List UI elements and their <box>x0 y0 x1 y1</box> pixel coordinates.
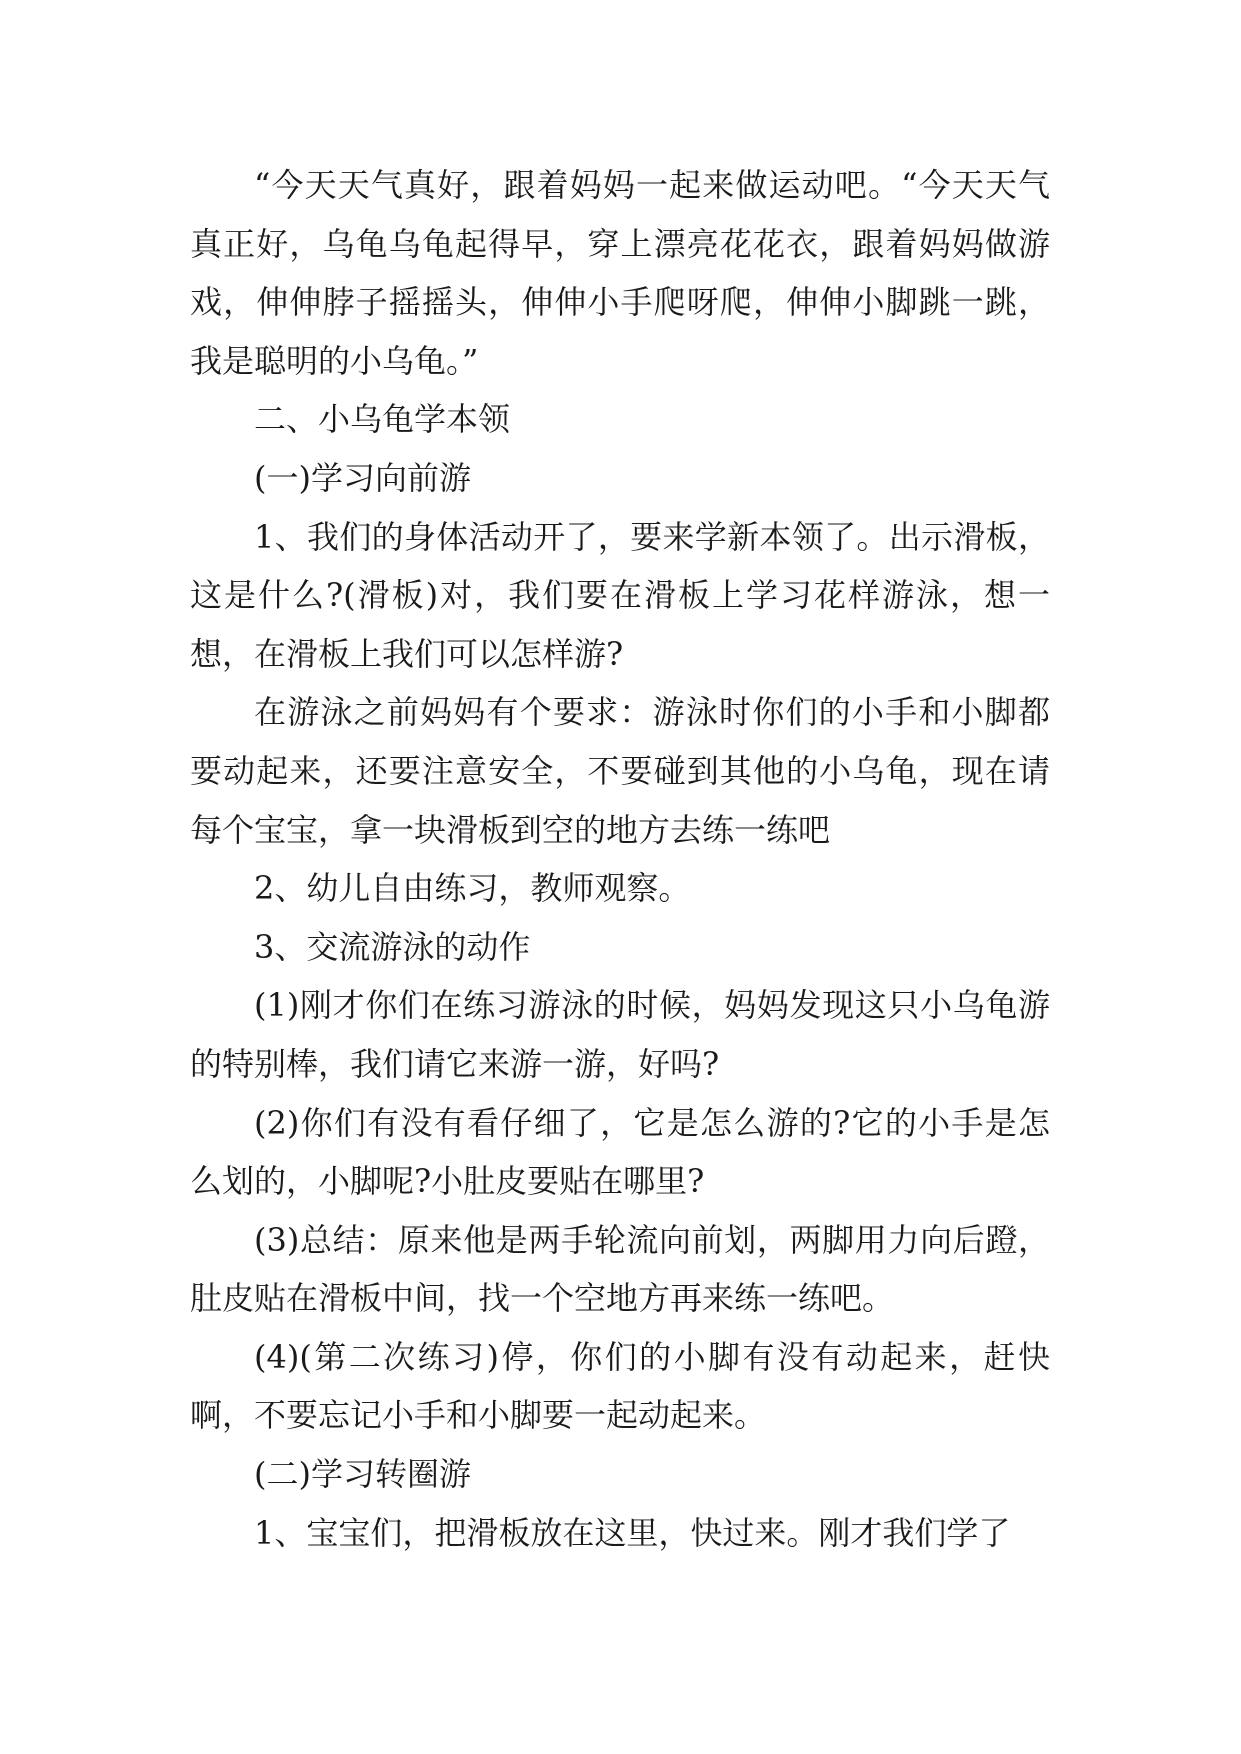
paragraph: “今天天气真好，跟着妈妈一起来做运动吧。“今天天气真正好，乌龟乌龟起得早，穿上漂亮花花衣，跟着妈妈做游戏，伸伸脖子摇摇头，伸伸小手爬呀爬，伸伸小脚跳一跳，我是聪明的小乌龟。” <box>190 166 1050 380</box>
paragraph: 1、宝宝们，把滑板放在这里，快过来。刚才我们学了 <box>254 1513 1011 1552</box>
paragraph: (4)(第二次练习)停，你们的小脚有没有动起来，赶快啊，不要忘记小手和小脚要一起动起来。 <box>190 1337 1050 1435</box>
subsection-heading: (一)学习向前游 <box>254 458 471 497</box>
paragraph: (1)刚才你们在练习游泳的时候，妈妈发现这只小乌龟游的特别棒，我们请它来游一游，好吗? <box>190 986 1050 1083</box>
paragraph: 在游泳之前妈妈有个要求：游泳时你们的小手和小脚都要动起来，还要注意安全，不要碰到其他的小乌龟，现在请每个宝宝，拿一块滑板到空的地方去练一练吧 <box>190 693 1050 849</box>
paragraph: 2、幼儿自由练习，教师观察。 <box>254 869 691 908</box>
subsection-heading: (二)学习转圈游 <box>254 1455 471 1494</box>
paragraph: (2)你们有没有看仔细了，它是怎么游的?它的小手是怎么划的，小脚呢?小肚皮要贴在哪里? <box>190 1103 1050 1201</box>
section-heading: 二、小乌龟学本领 <box>254 400 511 439</box>
paragraph: (3)总结：原来他是两手轮流向前划，两脚用力向后蹬，肚皮贴在滑板中间，找一个空地方再来练一练吧。 <box>190 1220 1050 1318</box>
paragraph: 1、我们的身体活动开了，要来学新本领了。出示滑板，这是什么?(滑板)对，我们要在滑板上学习花样游泳，想一想，在滑板上我们可以怎样游? <box>190 517 1050 673</box>
document-body <box>190 156 1050 1562</box>
paragraph: 3、交流游泳的动作 <box>254 927 531 966</box>
